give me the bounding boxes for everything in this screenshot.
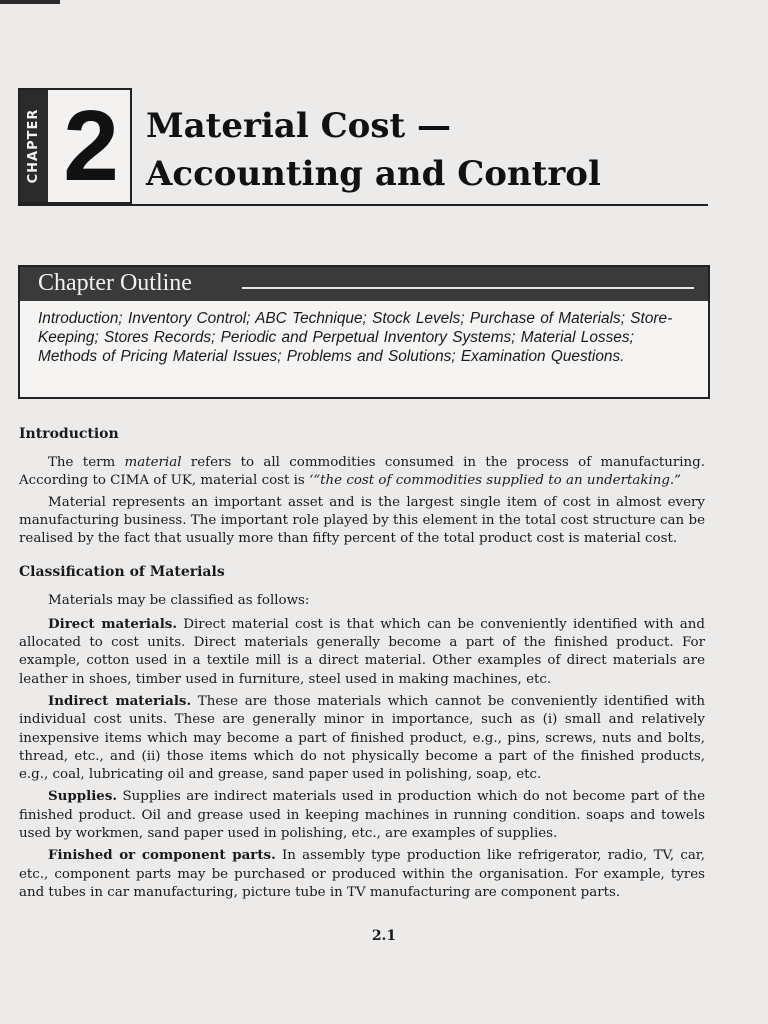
chapter-outline-box (18, 265, 710, 399)
component-parts-label: Finished or component parts. (48, 847, 276, 864)
component-parts-paragraph (19, 846, 705, 902)
direct-materials-text: Direct material cost is that which can be conveniently identified with and allocated to cost units. Direct materials generally become a part of the finished product. For example, cotton used in a textile mill is a direct material. Other examples of direct materials are leather in shoes, timber used in furniture, steel used in making machines, etc. (19, 616, 705, 687)
intro-p1-middle: refers to all commodities consumed in the process of manufacturing. According to CIMA of UK, material cost is (19, 455, 705, 489)
introduction-paragraph-1 (19, 454, 705, 491)
page-number: 2.1 (371, 928, 397, 944)
chapter-outline-bar (20, 267, 708, 301)
introduction-heading: Introduction (19, 426, 119, 442)
direct-materials-label: Direct materials. (48, 615, 177, 632)
intro-p1-start: The term (48, 455, 125, 470)
chapter-outline-heading: Chapter Outline (38, 270, 192, 296)
chapter-number-box (18, 88, 132, 204)
chapter-label: CHAPTER (26, 108, 41, 184)
indirect-materials-paragraph (19, 692, 705, 784)
component-parts-text: In assembly type production like refrigerator, radio, TV, car, etc., component parts may be purchased or produced within the organisation. For example, tyres and tubes in car manufacturing, picture tube in TV manufacturing are component parts. (19, 848, 705, 900)
supplies-label: Supplies. (48, 788, 118, 805)
indirect-materials-label: Indirect materials. (48, 692, 192, 709)
introduction-paragraph-2: Material represents an important asset and is the largest single item of cost in almost every manufacturing business. The important role played by this element in the total cost structure can be realised by the fact that usually more than fifty percent of the total product cost is material cost. (19, 494, 705, 547)
direct-materials-paragraph (19, 615, 705, 689)
outline-heading-rule (242, 287, 694, 289)
page-edge-mark (0, 0, 60, 4)
indirect-materials-text: These are those materials which cannot be conveniently identified with individual cost units. These are generally minor in importance, such as (i) small and relatively inexpensive items which may become a part of finished product, e.g., pins, screws, nuts and bolts, thread, etc., and (ii) those items which do not physically become a part of the finished products, e.g., coal, lubricating oil and grease, sand paper used in polishing, soap, etc. (19, 693, 705, 783)
chapter-number: 2 (63, 90, 119, 202)
chapter-title-line-1: Material Cost — (146, 106, 452, 146)
supplies-text: Supplies are indirect materials used in production which do not become part of the finished product. Oil and grease used in keeping machines in running condition. soaps and towels used by workmen, sand paper used in polishing, etc., are examples of supplies. (19, 789, 705, 842)
chapter-tab (20, 90, 48, 202)
title-rule (18, 204, 708, 206)
body-content (19, 424, 705, 905)
chapter-outline-text: Introduction; Inventory Control; ABC Technique; Stock Levels; Purchase of Materials; Store-Keeping; Stores Records; Periodic and Perpetual Inventory Systems; Material Losses; Methods of Pricing Material Issues; Problems and Solutions; Examination Questions. (38, 310, 673, 365)
supplies-paragraph (19, 787, 705, 843)
chapter-title (146, 102, 601, 198)
classification-intro: Materials may be classified as follows: (48, 593, 310, 609)
intro-p1-quote: ‘“the cost of commodities supplied to an undertaking.” (309, 473, 682, 489)
classification-heading: Classification of Materials (19, 564, 225, 581)
chapter-title-line-2: Accounting and Control (146, 154, 601, 194)
intro-p1-italic-term: material (124, 455, 182, 470)
